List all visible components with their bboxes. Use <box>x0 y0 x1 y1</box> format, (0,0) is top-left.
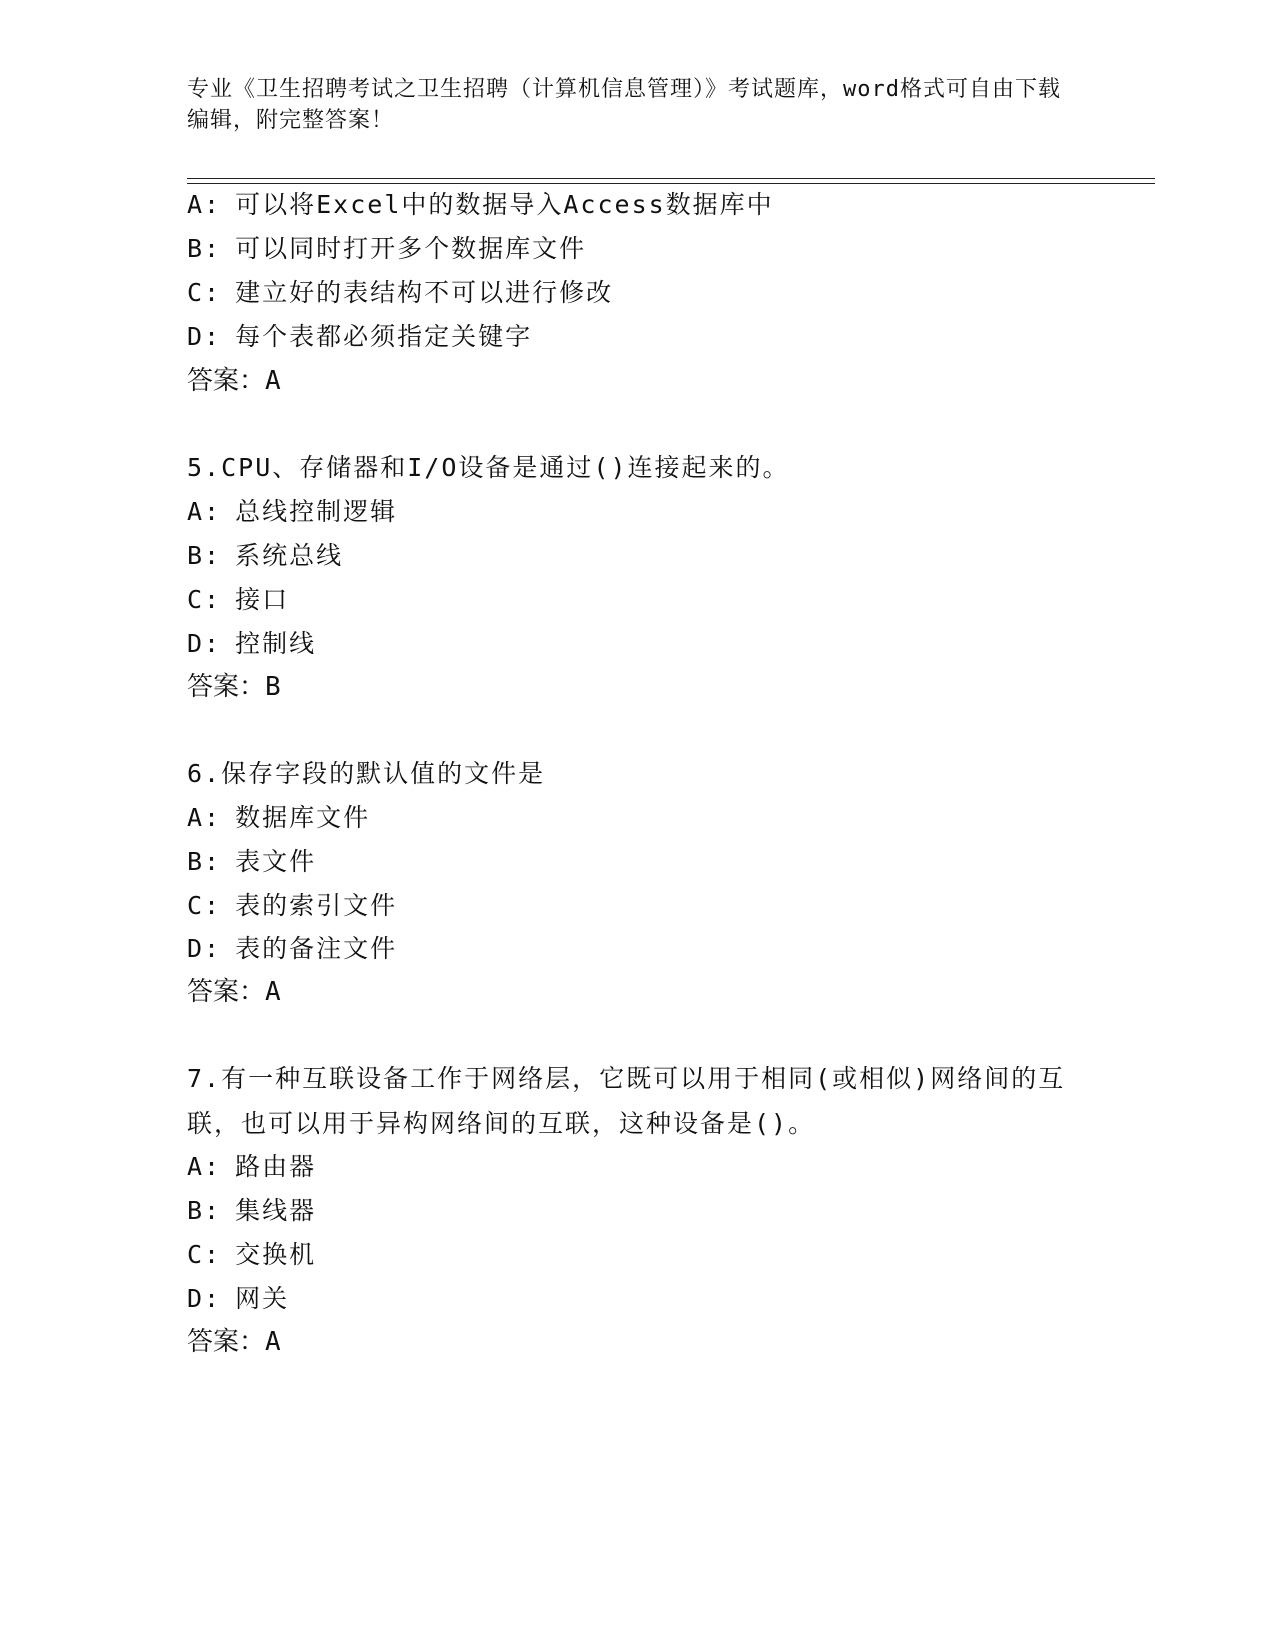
option-text: 系统总线 <box>235 541 344 570</box>
q6-option-c <box>187 890 397 922</box>
q7-question: 7.有一种互联设备工作于网络层，它既可以用于相同(或相似)网络间的互联，也可以用于异构网络间的互联，这种设备是()。 <box>187 1064 1066 1138</box>
option-text: 路由器 <box>235 1152 317 1181</box>
option-text: 网关 <box>235 1284 290 1313</box>
q4-option-b <box>187 233 586 265</box>
option-key: D: <box>187 1284 222 1313</box>
option-text: 数据库文件 <box>235 803 371 832</box>
q7-option-c <box>187 1239 316 1271</box>
option-text: 每个表都必须指定关键字 <box>235 322 533 351</box>
q5-option-b <box>187 540 343 572</box>
q6-option-d <box>187 933 397 965</box>
option-key: C: <box>187 891 222 920</box>
q5-option-c <box>187 584 289 616</box>
option-key: A: <box>187 1152 222 1181</box>
header-divider-bottom <box>187 183 1155 184</box>
q4-answer <box>187 365 282 397</box>
option-text: 表的索引文件 <box>235 891 398 920</box>
q5-question: 5.CPU、存储器和I/O设备是通过()连接起来的。 <box>187 453 790 482</box>
option-key: D: <box>187 934 222 963</box>
option-text: 建立好的表结构不可以进行修改 <box>235 278 614 307</box>
q5-option-a <box>187 496 397 528</box>
q7-answer <box>187 1326 282 1358</box>
q7-option-b <box>187 1195 316 1227</box>
option-key: C: <box>187 1240 222 1269</box>
document-intro: 专业《卫生招聘考试之卫生招聘（计算机信息管理）》考试题库，word格式可自由下载编辑，附完整答案！ <box>187 77 1061 133</box>
q4-option-c <box>187 277 613 309</box>
option-key: A: <box>187 803 222 832</box>
q6-answer <box>187 976 282 1008</box>
q6-option-b <box>187 846 316 878</box>
q6-question: 6.保存字段的默认值的文件是 <box>187 759 546 788</box>
answer-value: B <box>265 672 282 702</box>
option-key: A: <box>187 497 222 526</box>
q4-option-d <box>187 321 532 353</box>
answer-label: 答案： <box>187 672 266 702</box>
answer-label: 答案： <box>187 1327 266 1357</box>
option-text: 可以将Excel中的数据导入Access数据库中 <box>235 190 774 219</box>
option-text: 控制线 <box>235 629 317 658</box>
option-text: 可以同时打开多个数据库文件 <box>235 234 587 263</box>
option-text: 表的备注文件 <box>235 934 398 963</box>
option-key: A: <box>187 190 222 219</box>
option-key: B: <box>187 1196 222 1225</box>
answer-label: 答案： <box>187 977 266 1007</box>
option-key: D: <box>187 322 222 351</box>
option-text: 接口 <box>235 585 290 614</box>
option-key: B: <box>187 847 222 876</box>
q5-option-d <box>187 628 316 660</box>
answer-value: A <box>265 366 282 396</box>
option-key: B: <box>187 541 222 570</box>
q7-option-d <box>187 1283 289 1315</box>
q5-answer <box>187 671 282 703</box>
q7-option-a <box>187 1151 316 1183</box>
answer-value: A <box>265 977 282 1007</box>
option-key: C: <box>187 278 222 307</box>
header-divider-top <box>187 178 1155 179</box>
option-text: 集线器 <box>235 1196 317 1225</box>
option-key: C: <box>187 585 222 614</box>
option-key: B: <box>187 234 222 263</box>
answer-label: 答案： <box>187 366 266 396</box>
option-text: 表文件 <box>235 847 317 876</box>
q6-option-a <box>187 802 370 834</box>
option-key: D: <box>187 629 222 658</box>
q4-option-a <box>187 189 774 221</box>
answer-value: A <box>265 1327 282 1357</box>
option-text: 交换机 <box>235 1240 317 1269</box>
option-text: 总线控制逻辑 <box>235 497 398 526</box>
